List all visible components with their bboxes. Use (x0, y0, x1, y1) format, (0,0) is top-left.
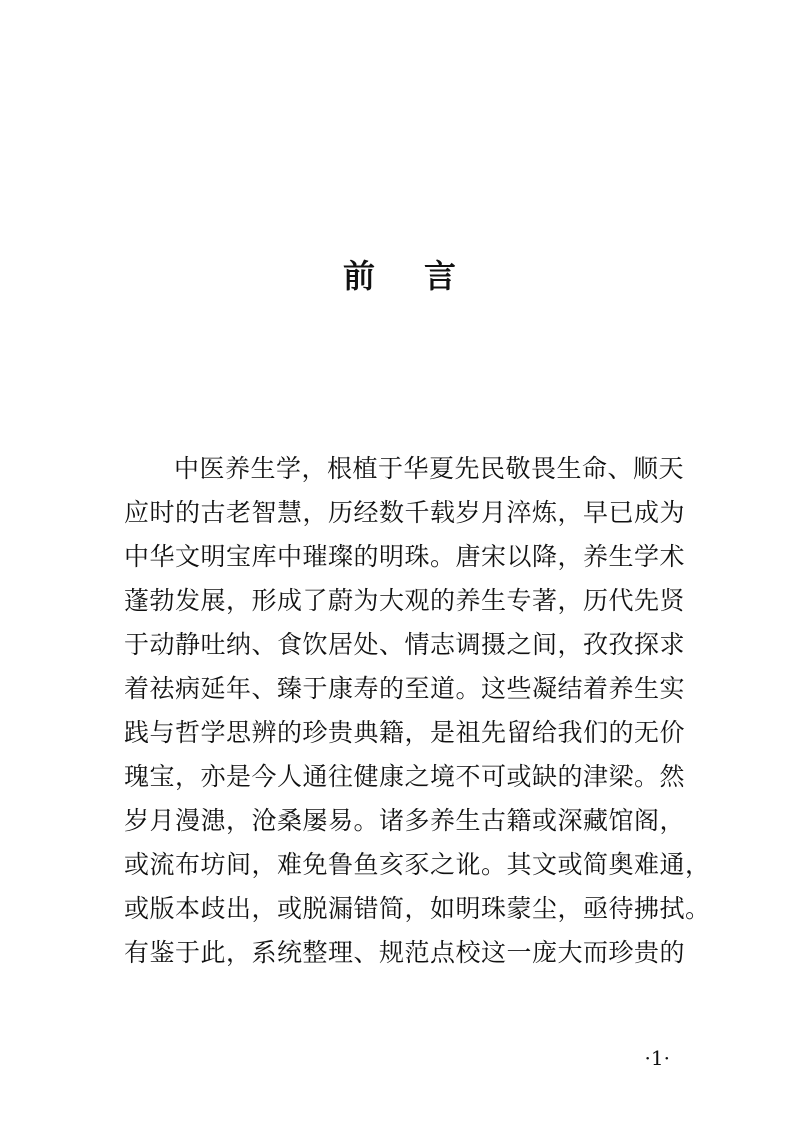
body-line: 岁月漫漶，沧桑屡易。诸多养生古籍或深藏馆阁， (124, 806, 686, 835)
body-line: 或版本歧出，或脱漏错简，如明珠蒙尘，亟待拂拭。 (124, 894, 711, 923)
body-line: 瑰宝，亦是今人通往健康之境不可或缺的津梁。然 (124, 762, 686, 791)
body-line: 中华文明宝库中璀璨的明珠。唐宋以降，养生学术 (124, 542, 686, 571)
body-line: 着祛病延年、臻于康寿的至道。这些凝结着养生实 (124, 674, 686, 703)
title-char-1: 前 (342, 257, 376, 295)
body-line: 有鉴于此，系统整理、规范点校这一庞大而珍贵的 (124, 938, 686, 967)
page-number: ·1· (644, 1046, 670, 1070)
body-line: 于动静吐纳、食饮居处、情志调摄之间，孜孜探求 (124, 630, 686, 659)
page-title (0, 252, 800, 300)
body-line: 中医养生学，根植于华夏先民敬畏生命、顺天 (174, 454, 685, 483)
body-line: 应时的古老智慧，历经数千载岁月淬炼，早已成为 (124, 498, 686, 527)
title-char-2: 言 (424, 257, 458, 295)
body-line: 践与哲学思辨的珍贵典籍，是祖先留给我们的无价 (124, 718, 686, 747)
preface-body (124, 447, 711, 975)
body-line: 或流布坊间，难免鲁鱼亥豕之讹。其文或简奥难通， (124, 850, 711, 879)
body-line: 蓬勃发展，形成了蔚为大观的养生专著，历代先贤 (124, 586, 686, 615)
